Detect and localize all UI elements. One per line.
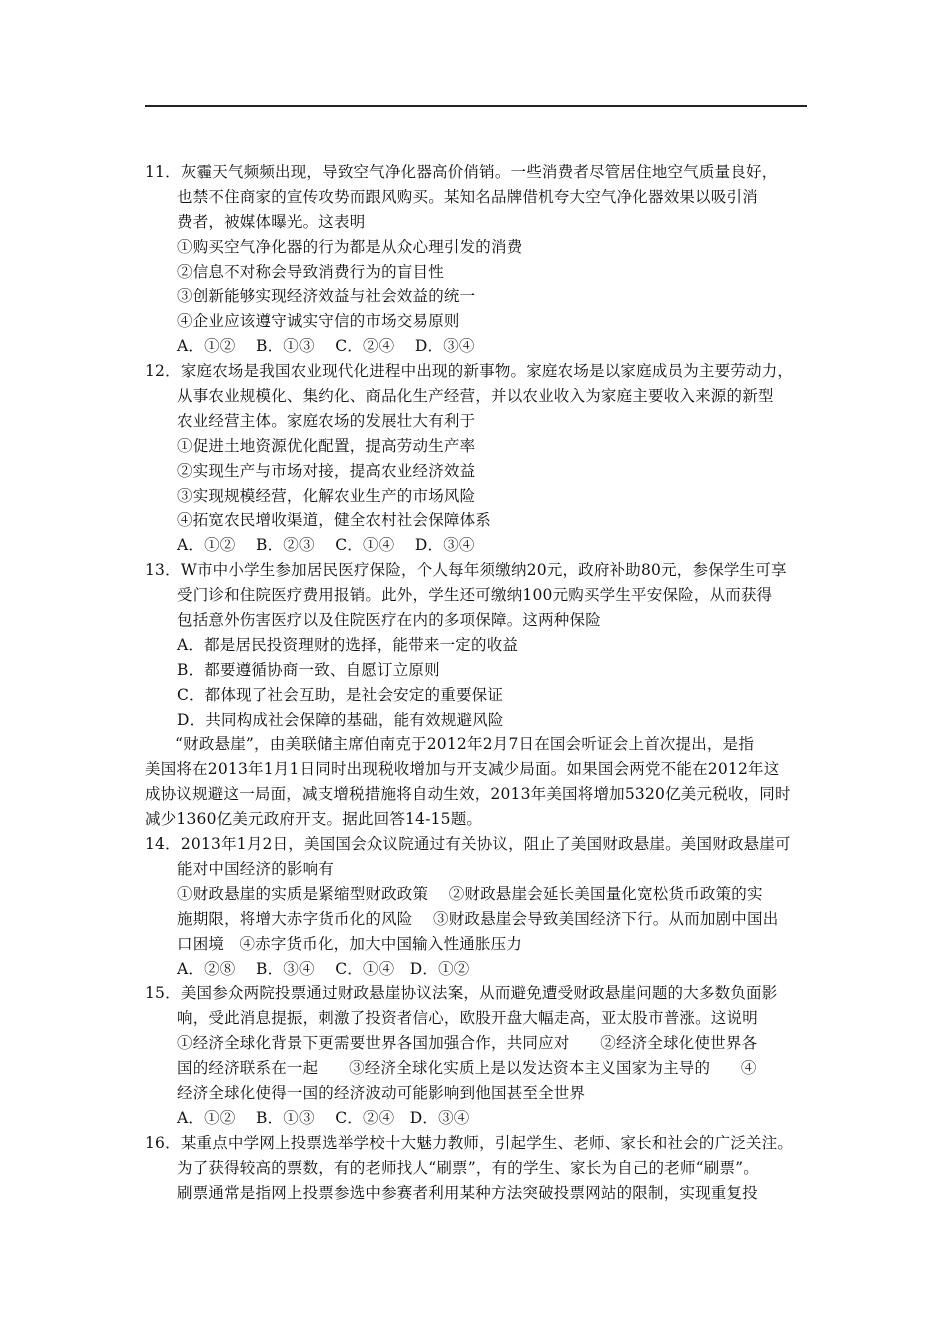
question-stem-line: 16．某重点中学网上投票选举学校十大魅力教师，引起学生、老师、家长和社会的广泛关注。 — [145, 1133, 794, 1152]
page-content — [145, 160, 815, 1205]
option-item: ③创新能够实现经济效益与社会效益的统一 — [177, 287, 476, 306]
option-item: 施期限，将增大赤字货币化的风险 ③财政悬崖会导致美国经济下行。从而加剧中国出 — [177, 909, 779, 928]
option-item: ②信息不对称会导致消费行为的盲目性 — [177, 262, 444, 281]
option-item: ④企业应该遵守诚实守信的市场交易原则 — [177, 312, 460, 331]
passage-line: 成协议规避这一局面，减支增税措施将自动生效，2013年美国将增加5320亿美元税收，同时 — [145, 785, 791, 804]
answer-option-c: C．都体现了社会互助，是社会安定的重要保证 — [177, 685, 504, 704]
passage-line: “财政悬崖”，由美联储主席伯南克于2012年2月7日在国会听证会上首次提出，是指 — [175, 735, 755, 754]
answer-option-a: A．都是居民投资理财的选择，能带来一定的收益 — [177, 635, 519, 654]
question-16 — [145, 1131, 815, 1206]
question-stem-line: 响，受此消息提振，刺激了投资者信心，欧股开盘大幅走高，亚太股市普涨。这说明 — [177, 1009, 758, 1028]
option-item: ①经济全球化背景下更需要世界各国加强合作，共同应对 ②经济全球化使世界各 — [177, 1034, 758, 1053]
passage-line: 减少1360亿美元政府开支。据此回答14-15题。 — [145, 810, 483, 829]
question-stem-line: 受门诊和住院医疗费用报销。此外，学生还可缴纳100元购买学生平安保险，从而获得 — [177, 586, 773, 605]
option-item: ①促进土地资源优化配置，提高劳动生产率 — [177, 436, 476, 455]
answer-option-b: B．都要遵循协商一致、自愿订立原则 — [177, 660, 440, 679]
question-stem-line: 从事农业规模化、集约化、商品化生产经营，并以农业收入为家庭主要收入来源的新型 — [177, 387, 774, 406]
question-13 — [145, 558, 815, 732]
answer-choices: A．①② B．①③ C．②④ D．③④ — [177, 337, 475, 356]
question-stem-line: 为了获得较高的票数，有的老师找人“刷票”，有的学生、家长为自己的老师“刷票”。 — [177, 1158, 759, 1177]
option-item: ④拓宽农民增收渠道，健全农村社会保障体系 — [177, 511, 492, 530]
question-stem-line: 包括意外伤害医疗以及住院医疗在内的多项保障。这两种保险 — [177, 611, 601, 630]
option-item: 口困境 ④赤字货币化，加大中国输入性通胀压力 — [177, 934, 523, 953]
question-stem-line: 14．2013年1月2日，美国国会众议院通过有关协议，阻止了美国财政悬崖。美国财政悬崖可 — [145, 835, 791, 854]
option-item: ①财政悬崖的实质是紧缩型财政政策 ②财政悬崖会延长美国量化宽松货币政策的实 — [177, 884, 763, 903]
question-stem-line: 刷票通常是指网上投票参选中参赛者利用某种方法突破投票网站的限制，实现重复投 — [177, 1183, 758, 1202]
option-item: ③实现规模经营，化解农业生产的市场风险 — [177, 486, 476, 505]
option-item: 国的经济联系在一起 ③经济全球化实质上是以发达资本主义国家为主导的 ④ — [177, 1059, 757, 1078]
option-item: 经济全球化使得一国的经济波动可能影响到他国甚至全世界 — [177, 1083, 586, 1102]
question-stem-line: 农业经营主体。家庭农场的发展壮大有利于 — [177, 411, 476, 430]
option-item: ②实现生产与市场对接，提高农业经济效益 — [177, 461, 476, 480]
answer-option-d: D．共同构成社会保障的基础，能有效规避风险 — [177, 710, 504, 729]
question-stem-line: 12．家庭农场是我国农业现代化进程中出现的新事物。家庭农场是以家庭成员为主要劳动力， — [145, 362, 794, 381]
answer-choices: A．①② B．②③ C．①④ D．③④ — [177, 536, 475, 555]
question-14 — [145, 832, 815, 981]
question-stem-line: 费者，被媒体曝光。这表明 — [177, 212, 366, 231]
passage-line: 美国将在2013年1月1日同时出现税收增加与开支减少局面。如果国会两党不能在2012年这 — [145, 760, 780, 779]
reading-passage — [145, 732, 815, 832]
question-stem-line: 能对中国经济的影响有 — [177, 859, 335, 878]
question-12 — [145, 359, 815, 558]
question-11 — [145, 160, 815, 359]
answer-choices: A．①② B．①③ C．②④ D．③④ — [177, 1108, 470, 1127]
answer-choices: A．②⑧ B．③④ C．①④ D．①② — [177, 959, 470, 978]
option-item: ①购买空气净化器的行为都是从众心理引发的消费 — [177, 237, 523, 256]
question-15 — [145, 981, 815, 1130]
question-stem-line: 11．灰霾天气频频出现，导致空气净化器高价俏销。一些消费者尽管居住地空气质量良好， — [145, 163, 778, 181]
question-stem-line: 13．W市中小学生参加居民医疗保险，个人每年须缴纳20元，政府补助80元，参保学生可享 — [145, 561, 787, 580]
header-rule — [145, 105, 807, 107]
question-stem-line: 也禁不住商家的宣传攻势而跟风购买。某知名品牌借机夸大空气净化器效果以吸引消 — [177, 187, 758, 206]
question-stem-line: 15．美国参众两院投票通过财政悬崖协议法案，从而避免遭受财政悬崖问题的大多数负面影 — [145, 984, 778, 1003]
